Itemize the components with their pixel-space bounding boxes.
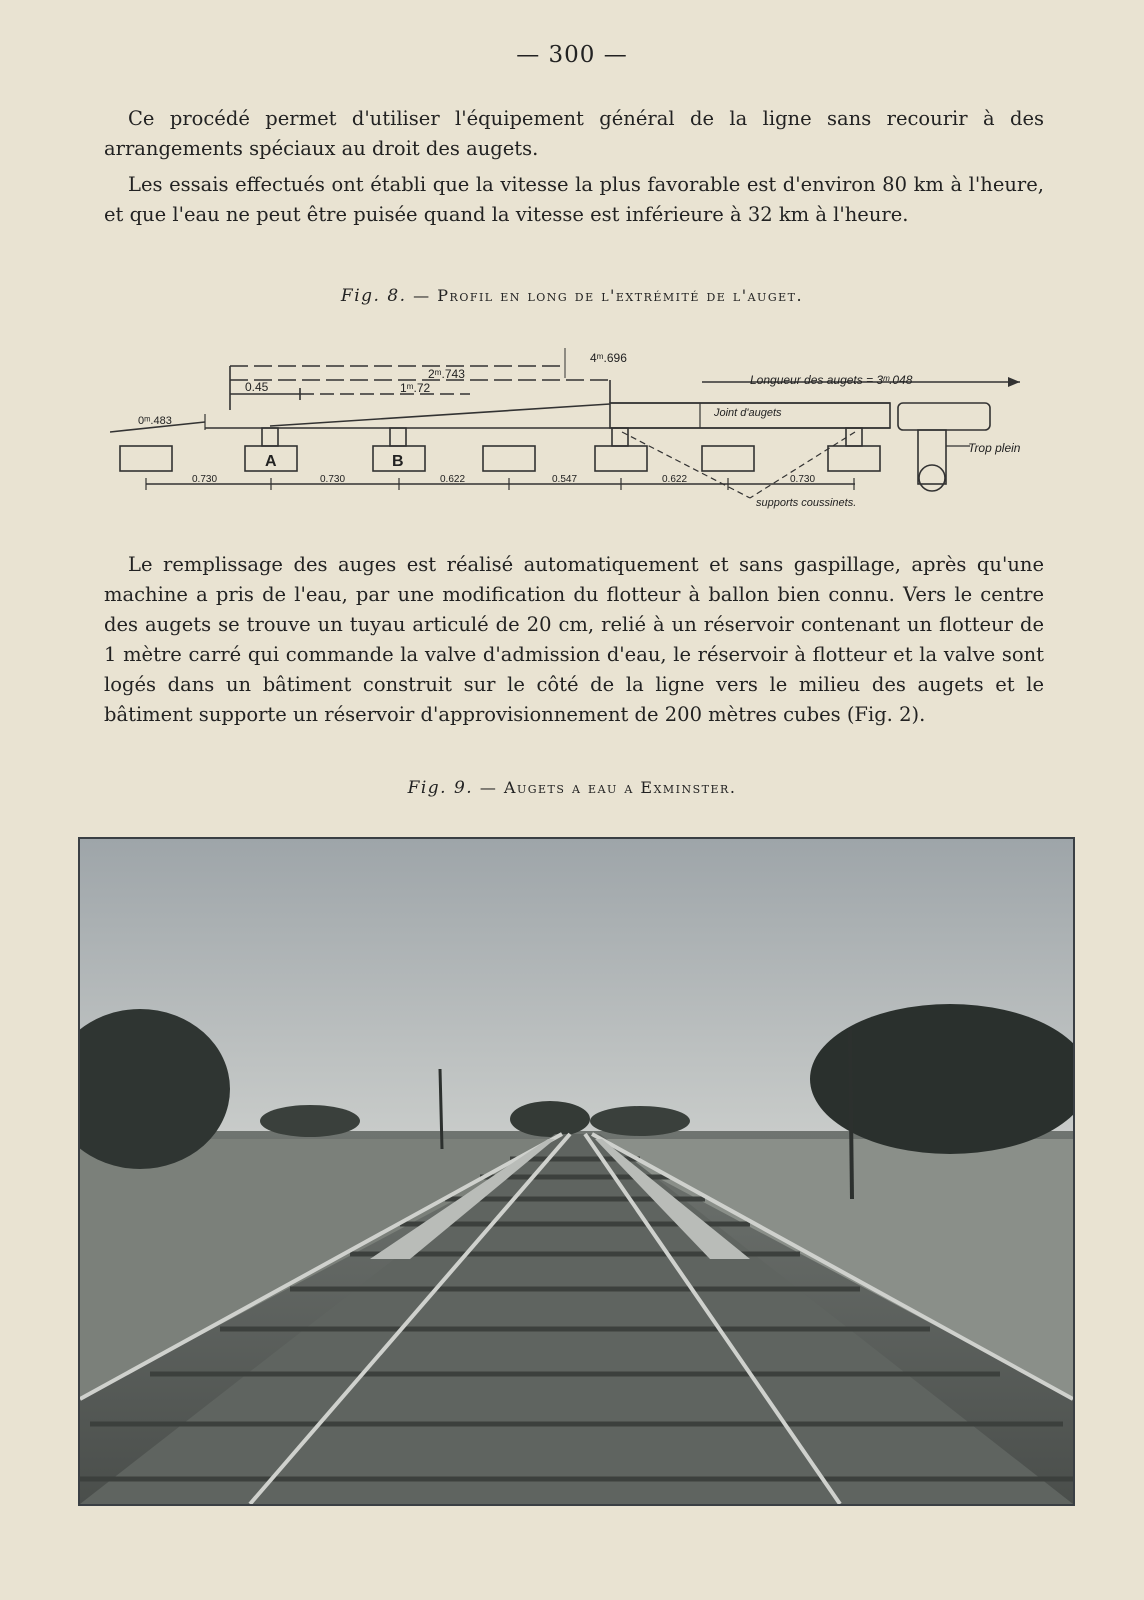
paragraph-3-text: Le remplissage des auges est réalisé automatiquement et sans gaspillage, après qu'une machine a pris de l'eau, par une modification du flotteur à ballon bien connu. Vers le centre des augets se trouve un tuyau articulé de 20 cm, relié à un réservoir contenant un flotteur de 1 mètre carré qui commande la valve d'admission d'eau, le réservoir à flotteur et la valve sont logés dans un bâtiment construit sur le côté de la ligne vers le milieu des augets et le bâtiment supporte un réservoir d'approvisionnement de 200 mètres cubes (Fig. 2). [104, 553, 1044, 726]
label-sleeper-b: B [392, 453, 404, 470]
dim-0483: 0ᵐ.483 [138, 415, 172, 427]
spacing-3: 0.622 [440, 474, 466, 485]
dim-2743: 2ᵐ.743 [428, 367, 465, 381]
fig8-diagram [110, 348, 1050, 518]
chair-b [390, 428, 406, 446]
overflow-pipe-end [919, 465, 945, 491]
sleeper-1 [120, 446, 172, 471]
paragraph-2 [104, 170, 1044, 230]
spacing-2: 0.730 [320, 474, 346, 485]
label-sleeper-a: A [265, 453, 277, 470]
dim-4696: 4ᵐ.696 [590, 351, 627, 365]
chair-6 [846, 428, 862, 446]
trough-end-cap [898, 403, 990, 430]
fig8-label: Fig. 8. [340, 286, 407, 306]
fig9-dash: — [479, 778, 504, 797]
sleeper-7 [828, 446, 880, 471]
spacing-6: 0.730 [790, 474, 816, 485]
sleeper-5 [595, 446, 647, 471]
label-supports: supports coussinets. [756, 497, 857, 509]
spacing-4: 0.547 [552, 474, 578, 485]
telegraph-pole [440, 1069, 442, 1149]
dim-045: 0.45 [245, 380, 269, 394]
fig8-caption [0, 286, 1144, 306]
trees-center [510, 1101, 590, 1137]
chair-3 [612, 428, 628, 446]
support-leader-1 [622, 432, 750, 498]
fig9-photo [78, 837, 1075, 1506]
spacing-1: 0.730 [192, 474, 218, 485]
trees-center-right [590, 1106, 690, 1136]
support-leader-2 [750, 432, 855, 498]
paragraph-3 [104, 550, 1044, 730]
trough-slope [270, 404, 610, 426]
sleeper-6 [702, 446, 754, 471]
label-joint: Joint d'augets [714, 407, 782, 419]
page-number: — 300 — [516, 42, 628, 68]
dim-172: 1ᵐ.72 [400, 381, 431, 395]
overflow-pipe [918, 430, 946, 484]
paragraph-1 [104, 104, 1044, 164]
fig9-caption [0, 778, 1144, 798]
signal-post [850, 1029, 852, 1199]
fig9-title: Augets a eau a Exminster. [503, 778, 737, 797]
label-trop-plein: Trop plein [968, 441, 1021, 455]
fig8-title: Profil en long de l'extrémité de l'auget. [437, 286, 804, 305]
chair-a [262, 428, 278, 446]
paragraph-2-text: Les essais effectués ont établi que la vitesse la plus favorable est d'environ 80 km à l'heure, et que l'eau ne peut être puisée quand la vitesse est inférieure à 32 km à l'heure. [104, 173, 1044, 226]
fig8-dash: — [413, 286, 438, 305]
sleeper-4 [483, 446, 535, 471]
dim-longueur: Longueur des augets = 3ᵐ.048 [750, 373, 913, 387]
fig9-label: Fig. 9. [407, 778, 474, 798]
paragraph-1-text: Ce procédé permet d'utiliser l'équipement général de la ligne sans recourir à des arrangements spéciaux au droit des augets. [104, 107, 1044, 160]
spacing-5: 0.622 [662, 474, 688, 485]
trees-left-far [260, 1105, 360, 1137]
railway-scene [80, 839, 1073, 1504]
